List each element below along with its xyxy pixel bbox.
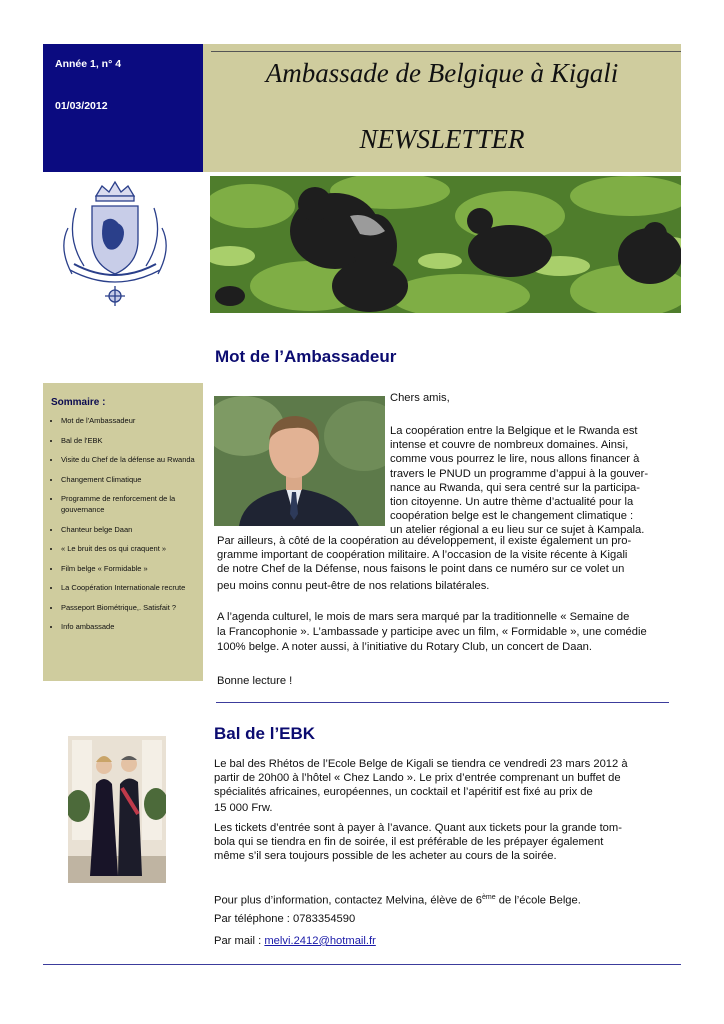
text-line: coopération belge est le changement climatique : [390, 510, 634, 523]
text-line: la Francophonie ». L’ambassade y participe avec un film, « Formidable », une comédie [217, 626, 647, 638]
royal-couple-photo [68, 736, 166, 883]
text-line: 15 000 Frw. [214, 801, 273, 814]
sidebar-item: • Passeport Biométrique,. Satisfait ? [61, 602, 211, 613]
sidebar-item: • Mot de l'Ambassadeur [61, 415, 211, 426]
contact-text: Pour plus d’information, contactez Melvina, élève de 6 [214, 894, 483, 907]
sidebar-item: • Film belge « Formidable » [61, 563, 211, 574]
sidebar-contents [43, 383, 203, 681]
newsletter-subtitle: NEWSLETTER [359, 124, 525, 154]
issue-date: 01/03/2012 [55, 100, 108, 112]
text-line: Les tickets d’entrée sont à payer à l’avance. Quant aux tickets pour la grande tom- [214, 822, 622, 834]
intro-paragraph [390, 424, 648, 538]
issue-box [43, 44, 203, 172]
contact-text-end: de l’école Belge. [495, 894, 581, 907]
text-line: La coopération entre la Belgique et le Rwanda est [390, 425, 638, 437]
closing-text: Bonne lecture ! [217, 675, 293, 687]
section-heading-ambassador: Mot de l’Ambassadeur [215, 347, 397, 366]
phone-line: Par téléphone : 0783354590 [214, 913, 356, 925]
text-line: Par ailleurs, à côté de la coopération au développement, il existe également un pro- [217, 535, 632, 547]
contact-line [214, 891, 581, 908]
sidebar-list [47, 415, 211, 641]
grade-superscript: ème [482, 894, 496, 901]
text-line: bola qui se tiendra en fin de soirée, il est préférable de les prépayer également [214, 836, 604, 849]
text-line: peu moins connu peut-être de nos relations bilatérales. [217, 579, 490, 592]
text-line: un atelier régional a eu lieu sur ce sujet à Kampala. [390, 524, 645, 537]
text-line: travers le PNUD un programme d’appui à la gouver- [390, 467, 649, 480]
sidebar-item: • Visite du Chef de la défense au Rwanda [61, 454, 211, 465]
text-line: spécialités africaines, européennes, un cocktail et l’apéritif est fixé au prix de [214, 786, 593, 799]
footer-divider [43, 964, 681, 965]
text-line: nance au Rwanda, qui sera centré sur la participa- [390, 481, 640, 494]
title-box [203, 44, 681, 172]
sidebar-item: • La Coopération Internationale recrute [61, 582, 211, 593]
sidebar-item: • Bal de l'EBK [61, 435, 211, 446]
military-paragraph [217, 534, 631, 593]
coat-of-arms-logo [54, 178, 176, 310]
text-line: comme vous pourrez le lire, nous allons financer à [390, 453, 640, 466]
email-link[interactable]: melvi.2412@hotmail.fr [264, 935, 376, 947]
gorilla-photo [210, 176, 681, 313]
mail-label: Par mail : [214, 935, 265, 947]
sidebar-item: • Chanteur belge Daan [61, 524, 211, 535]
tickets-paragraph [214, 821, 622, 864]
sidebar-item: • « Le bruit des os qui craquent » [61, 543, 211, 554]
title-rule [211, 51, 681, 52]
text-line: intense et couvre de nombreux domaines. Ainsi, [390, 439, 629, 452]
text-line: partir de 20h00 à l’hôtel « Chez Lando ». Le prix d’entrée comprenant un buffet de [214, 772, 621, 785]
mail-line [214, 934, 376, 948]
culture-paragraph [217, 610, 647, 655]
text-line: 100% belge. A noter aussi, à l’initiative du Rotary Club, un concert de Daan. [217, 641, 593, 653]
text-line: gramme important de coopération militaire. A l’occasion de la visite récente à Kigali [217, 549, 628, 562]
greeting: Chers amis, [390, 392, 450, 404]
section-heading-ball: Bal de l’EBK [214, 724, 316, 743]
ambassador-photo [214, 396, 385, 526]
sidebar-heading: Sommaire : [51, 397, 106, 408]
ball-paragraph [214, 757, 628, 815]
text-line: même s’il sera toujours possible de les acheter au cours de la soirée. [214, 850, 557, 863]
sidebar-item: • Info ambassade [61, 621, 211, 632]
section-divider [216, 702, 669, 703]
issue-number: Année 1, n° 4 [55, 58, 122, 70]
sidebar-item: • Programme de renforcement de la gouvernance [61, 493, 211, 515]
text-line: Le bal des Rhétos de l’Ecole Belge de Kigali se tiendra ce vendredi 23 mars 2012 à [214, 758, 628, 770]
text-line: A l’agenda culturel, le mois de mars sera marqué par la traditionnelle « Semaine de [217, 611, 630, 623]
text-line: tion citoyenne. Un autre thème d’actualité pour la [390, 496, 634, 509]
text-line: de notre Chef de la Défense, nous faisons le point dans ce numéro sur ce volet un [217, 563, 625, 576]
sidebar-item: • Changement Climatique [61, 474, 211, 485]
newsletter-title: Ambassade de Belgique à Kigali [265, 58, 619, 88]
